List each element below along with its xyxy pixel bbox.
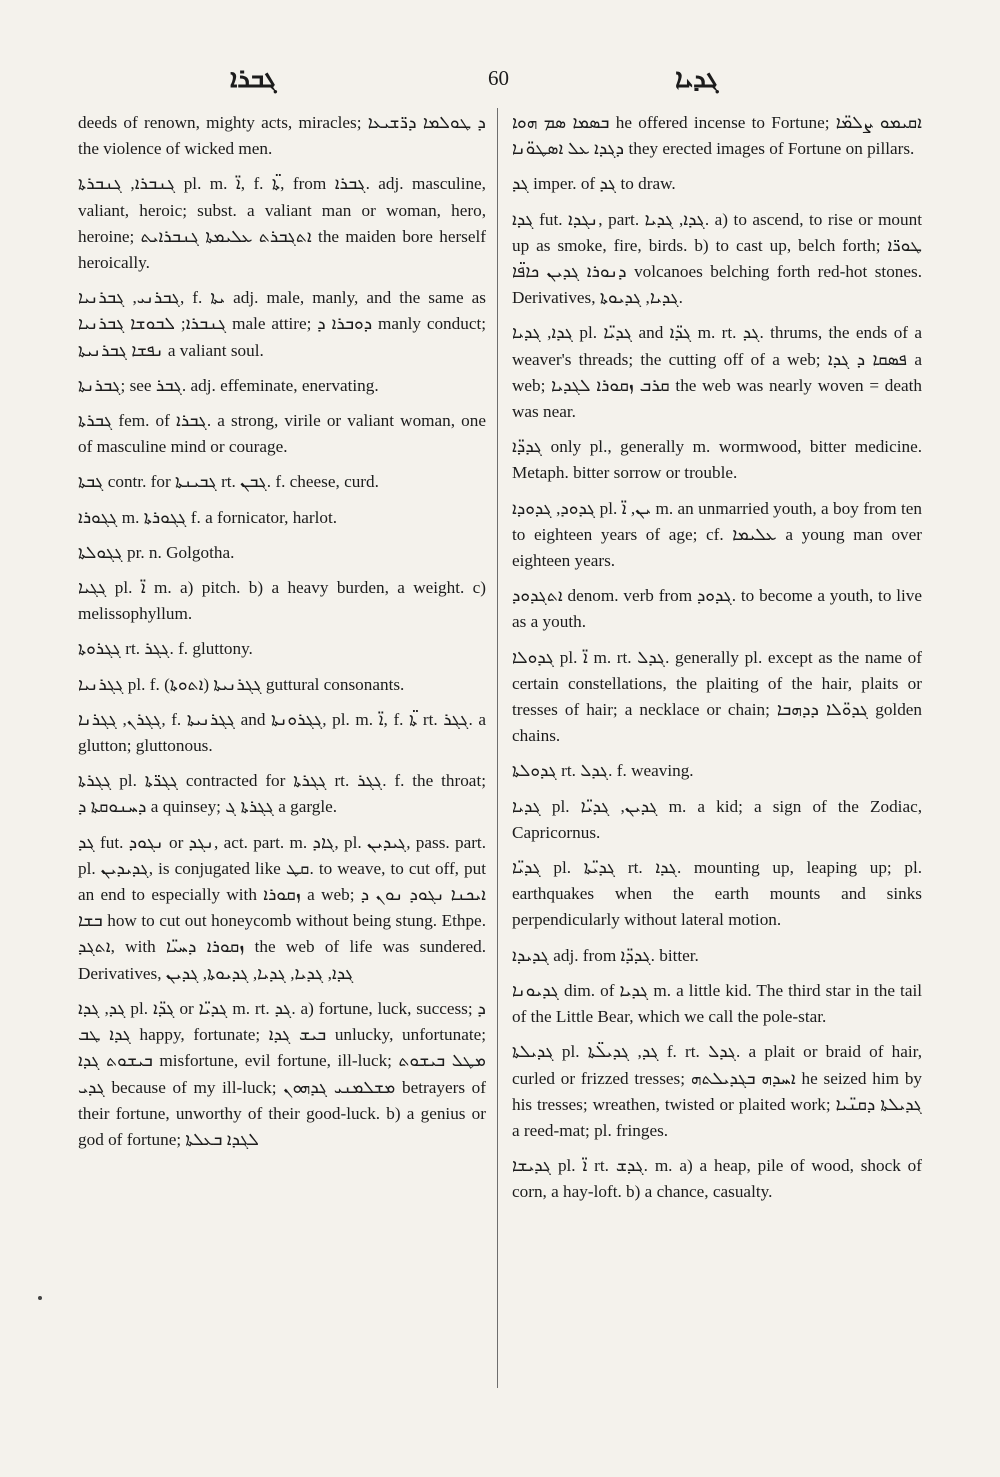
- dictionary-entry: ܓܓܝܐ pl. ܐ̈ m. a) pitch. b) a heavy burden, a weight. c) melissophyllum.: [78, 578, 486, 624]
- page-speck: [38, 1296, 42, 1300]
- dictionary-entry: ܓܕܝܠܬܐ pl. ܓܕ, ܓܕܝܠ̈ܬܐ f. rt. ܓܕܠ. a plait or braid of hair, curled or frizzed tresses; ܐܚܕܗ ܒܓܕܝܠܬܗ he seized him by his tresses; wreathen, twisted or plaited work; ܓܕܝܠܬܐ ܕܩܢ̈ܝܐ a reed-mat; pl. fringes.: [512, 1042, 923, 1140]
- dictionary-entry: ܓܕܝܕܐ adj. from ܓܕܕ̈ܐ. bitter.: [512, 945, 699, 965]
- dictionary-entry: ܓܓܪܢ, ܓܓܪܢܐ, f. ܓܓܪܢܝܬܐ and ܓܓܪܘܢܬܐ, pl. m. ܐ̈, f. ܬܐ̈ rt. ܓܓܪ. a glutton; gluttonous.: [78, 709, 486, 756]
- dictionary-entry: ܓܒܪܬܐ fem. of ܓܒܪܐ. a strong, virile or valiant woman, one of masculine mind or courage.: [78, 411, 486, 457]
- dictionary-entry: ܓܕ imper. of ܓܕ to draw.: [512, 174, 676, 194]
- dictionary-entry: ܓܕܝܘܢܐ dim. of ܓܕܝܐ m. a little kid. The third star in the tail of the Little Bear, which we call the pole-star.: [512, 980, 922, 1027]
- column-divider: [497, 108, 498, 1388]
- dictionary-entry: ܒܣܡܐ ܣܡ ܗܘܐ he offered incense to Fortune; ܐܩܝܡܘ ܨܠܡ̈ܐ ܕܓܕܐ ܥܠ ܐܣܛܘ̈ܢܐ they erected images of Fortune on pillars.: [512, 113, 922, 159]
- dictionary-entry: ܐܬܓܕܘܕ denom. verb from ܓܕܘܕ. to become a youth, to live as a youth.: [512, 586, 922, 632]
- dictionary-entry: deeds of renown, mighty acts, miracles; ܕ ܛܘܠܡܐ ܕܪ̈ܫܝܥܐ the violence of wicked men.: [78, 113, 486, 159]
- left-column: [78, 110, 486, 1162]
- dictionary-entry: ܓܕܘܠܐ pl. ܐ̈ m. rt. ܓܕܠ. generally pl. except as the name of certain constellations, the plaiting of the hair, plaits or tresses of hair; a necklace or chain; ܓܕܘ̈ܠܐ ܕܕܗܒܐ golden chains.: [512, 647, 923, 746]
- dictionary-entry: ܓܕ, ܓܕܐ pl. ܓܕ̈ܐ or ܓܕܝ̈ܐ m. rt. ܓܕ. a) fortune, luck, success; ܕ ܓܕܐ ܛܒ happy, fortunate; ܒܝܫ ܓܕܐ unlucky, unfortunate; ܒܝܫܘܬ ܓܕܐ misfortune, evil fortune, ill-luck; ܡܛܠ ܒܝܫܘܬ ܓܕܝ because of my ill-luck; ܡܫܠܡܢܝ ܓܕܗܘܢ betrayers of their fortune, unworthy of their good-luck. b) a genius or god of fortune; ܠܓܕܐ ܒܥܠܬܐ: [78, 998, 487, 1149]
- dictionary-entry: ܓܓܪܬܐ pl. ܓܓܪ̈ܬܐ contracted for ܓܓܪܬܐ rt. ܓܓܪ. f. the throat; ܕܚܢܘܩܬܐ ܕ a quinsey; ܓܓܪܬܐ ܓ a gargle.: [78, 771, 486, 817]
- right-column: [512, 110, 922, 1215]
- dictionary-entry: ܓܕ fut. ܢܓܘܕ or ܢܓܕ, act. part. m. ܓܐܕ, pl. ܓܝܕܝܢ, pass. part. pl. ܓܕܝܕܝܢ, is conjugated like ܩܛ. to weave, to cut off, put an end to especially with ܙܩܘܪܐ a web; ܐܝܟܢܐ ܢܓܘܕ ܢܘܢ ܕ ܒܫܐ how to cut out honeycomb without being stung. Ethpe. ܐܬܓܕ, with ܙܩܘܪܐ ܕܚܝ̈ܐ the web of life was sundered. Derivatives, ܓܕܐ, ܓܕܝܐ, ܓܕܝܐ, ܓܕܝܘܬܐ, ܓܕܝܢ: [78, 832, 487, 983]
- dictionary-entry: ܓܓܘܪܐ m. ܓܓܘܪܬܐ f. a fornicator, harlot.: [78, 507, 338, 527]
- dictionary-entry: ܓܕܝܫܐ pl. ܐ̈ rt. ܓܕܫ. m. a) a heap, pile of wood, shock of corn, a hay-loft. b) a chance, casualty.: [512, 1156, 923, 1202]
- dictionary-entry: ܓܒܪܢܬܐ; see ܓܒܪ. adj. effeminate, enervating.: [78, 375, 379, 395]
- dictionary-entry: ܓܓܪܢܝܐ pl. f. ܓܓܪܢܝܬܐ (ܐܬܘܬܐ) guttural consonants.: [78, 674, 405, 694]
- dictionary-entry: ܓܕܐ fut. ܢܓܕܐ, part. ܓܕܐ, ܓܕܝܐ. a) to ascend, to rise or mount up as smoke, fire, birds. b) to cast up, belch forth; ܛܘܪ̈ܐ ܕܢܘܪܐ ܓܕܝܢ ܟܐܦ̈ܐ volcanoes belching forth red-hot stones. Derivatives, ܓܕܝܐ, ܓܕܝܘܬܐ.: [512, 209, 922, 308]
- dictionary-entry: ܓܕܕ̈ܐ only pl., generally m. wormwood, bitter medicine. Metaph. bitter sorrow or trouble.: [512, 437, 922, 483]
- dictionary-entry: ܓܕܘܠܬܐ rt. ܓܕܠ. f. weaving.: [512, 761, 694, 781]
- dictionary-entry: ܓܕܝ̈ܐ pl. ܓܕܝ̈ܬܐ rt. ܓܕܐ. mounting up, leaping up; pl. earthquakes when the earth mounts and sinks perpendicularly without lateral motion.: [512, 858, 923, 930]
- dictionary-entry: ܓܓܪܘܬܐ rt. ܓܓܪ. f. gluttony.: [78, 639, 253, 659]
- dictionary-entry: ܓܒܪܢܝ, ܓܒܪܢܝܐ, f. ܝܬܐ adj. male, manly, and the same as ܓܢܒܪܐ; ܠܒܘܫܐ ܓܒܪܢܝܐ male attire; ܕܘܒܪܐ ܕ manly conduct; ܢܦܫܐ ܓܒܪܢܝܬܐ a valiant soul.: [78, 288, 487, 360]
- left-running-head: ܓܒܪܐ: [230, 64, 277, 94]
- dictionary-entry: ܓܕܐ, ܓܕܝܐ pl. ܓܕܝ̈ܐ and ܓܕ̈ܐ m. rt. ܓܕ. thrums, the ends of a weaver's threads; the cutting off of a web; ܦܣܩܐ ܕ ܓܕܐ a web; ܩܪܒ ܙܩܘܪܐ ܠܓܕܝܐ the web was nearly woven = death was near.: [512, 323, 922, 422]
- dictionary-entry: ܓܕܘܕ, ܓܕܘܕܐ pl. ܝܢ, ܐ̈ m. an unmarried youth, a boy from ten to eighteen years of age; cf. ܥܠܝܡܐ a young man over eighteen years.: [512, 498, 922, 571]
- dictionary-entry: ܓܢܒܪܐ, ܓܢܒܪܬܐ pl. m. ܐ̈, f. ܬܐ̈, from ܓܒܪܐ. adj. masculine, valiant, heroic; subst. a valiant man or woman, hero, heroine; ܐܬܓܒܪܬ ܥܠܝܡܬܐ ܓܢܒܪܐܝܬ the maiden bore herself heroically.: [78, 174, 486, 273]
- page-number: 60: [488, 66, 509, 90]
- dictionary-entry: ܓܓܘܠܬܐ pr. n. Golgotha.: [78, 542, 235, 562]
- dictionary-entry: ܓܕܝܐ pl. ܓܕܝܢ, ܓܕܝ̈ܐ m. a kid; a sign of the Zodiac, Capricornus.: [512, 796, 922, 842]
- page-header: [80, 62, 930, 102]
- dictionary-entry: ܓܒܬܐ contr. for ܓܒܝܢܬܐ rt. ܓܒܢ. f. cheese, curd.: [78, 472, 379, 492]
- right-running-head: ܓܕܝܐ: [675, 64, 719, 94]
